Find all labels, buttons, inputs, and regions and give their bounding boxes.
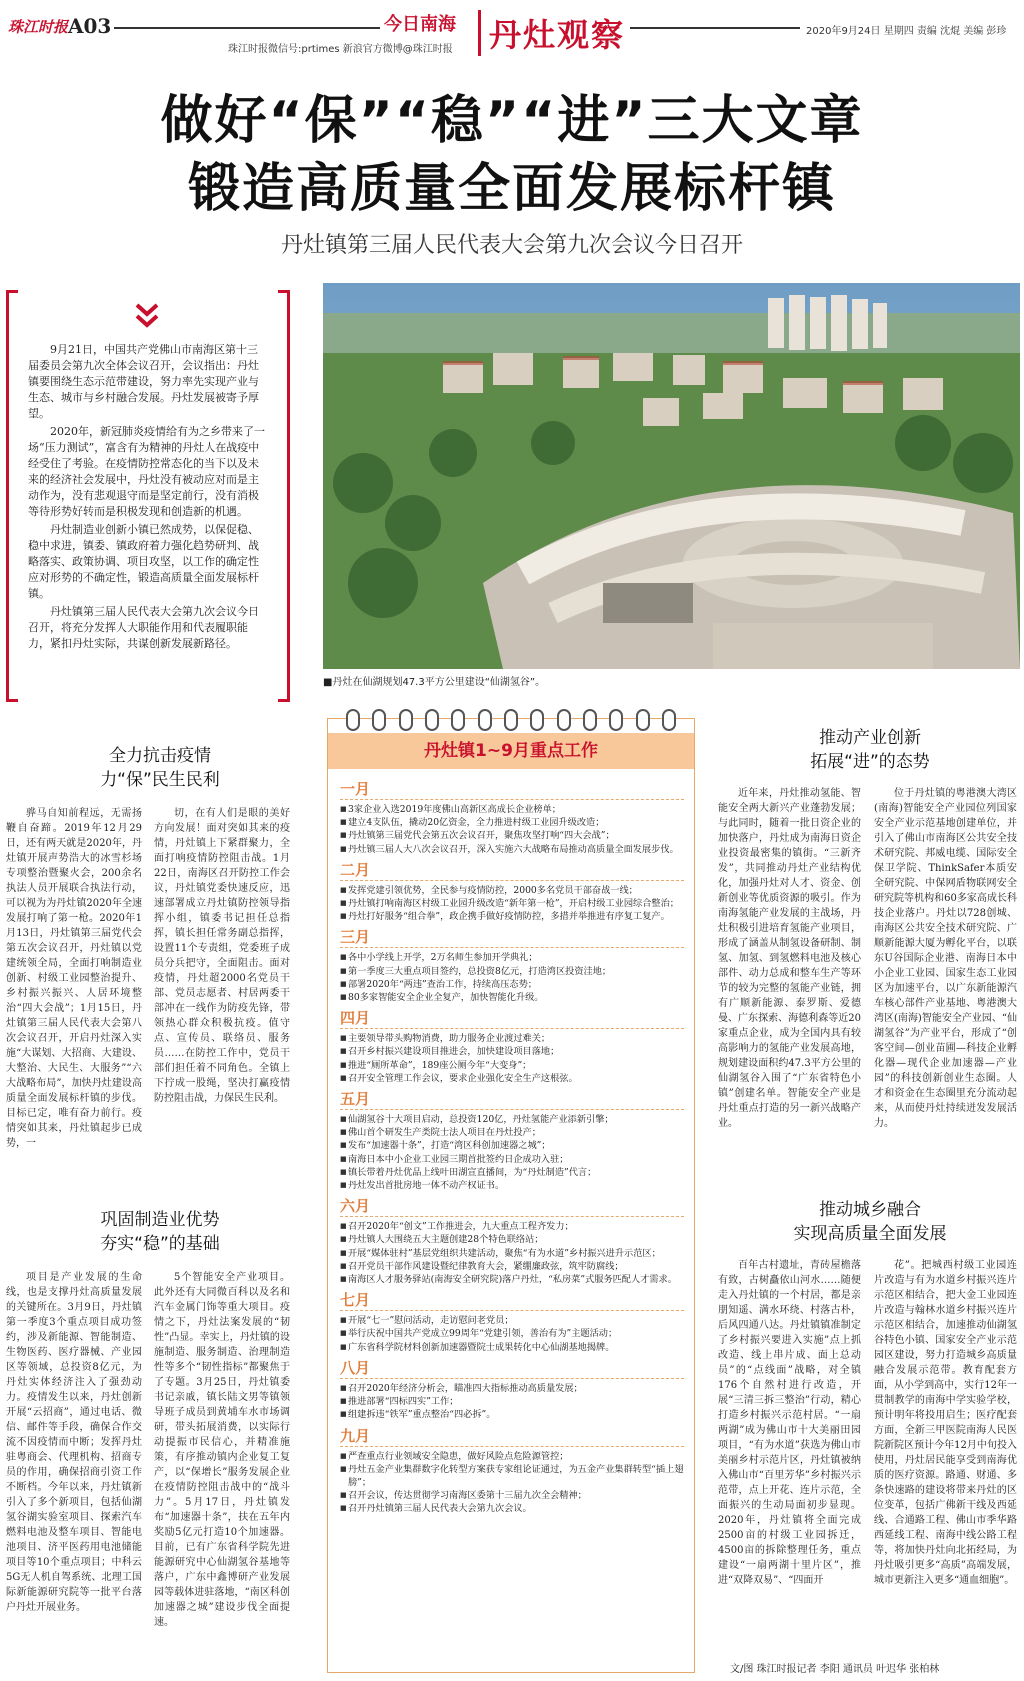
binder-ring <box>399 709 413 731</box>
timeline-item: ■ 部署2020年“两违”查治工作，持续高压态势； <box>340 978 684 991</box>
article-column <box>154 806 290 1106</box>
article-column <box>874 786 1017 1131</box>
article-paragraph: 百年古村遗址，青砖屋檐落有致，古树矗依山河水……随便走入丹灶镇的一个村居，都是亲朋知遥、满水环绕、村落古朴，后风四通八达。丹灶镇镇准制定了乡村振兴要进入实施”点上抓改造、线上串片成、面上总动员”的“点线面”战略，对全镇176个自然村进行改造，开展“三清三拆三整治”行动，精心打造乡村振兴示范村居。“一扇两湖”成为佛山市十大美丽田园项目，“有为水道”获选为佛山市美丽乡村示范片区，丹灶镇被纳入佛山市“百里芳华”乡村振兴示范带，点上开花、连片示范，全面振兴的生动局面初步显现。2020年，丹灶镇将全面完成2500亩的村级工业园拆迁，4500亩的拆除整理任务，重点建设“一扇两湖十里片区”，推进“双降双易”、“四面开 <box>718 1260 861 1586</box>
timeline-item: ■ 召开丹灶镇第三届人民代表大会第九次会议。 <box>340 1502 684 1515</box>
timeline-item: ■ 开展“媒体驻村”基层党组织共建活动，聚焦“有为水道”乡村振兴进升示范区； <box>340 1247 684 1260</box>
timeline-item: ■ 南海区人才服务驿站(南海安全研究院)落户丹灶，“私房菜”式服务匹配人才需求。 <box>340 1273 684 1286</box>
section-heading-manufacturing <box>30 1208 290 1256</box>
timeline-item: ■ 主要领导带头购物消费，助力服务企业渡过难关； <box>340 1032 684 1045</box>
timeline-item: ■ 组建拆违“铁军”重点整治“四必拆”。 <box>340 1408 684 1421</box>
timeline-item: ■ 仙湖氢谷十大项目启动，总投资120亿，丹灶氢能产业添新引擎； <box>340 1113 684 1126</box>
timeline-item: ■ 丹灶镇人大围绕五大主题创建28个特色联络站； <box>340 1233 684 1246</box>
binder-ring <box>530 709 544 731</box>
article-column <box>718 786 861 1131</box>
chevron-down-icon <box>134 302 160 335</box>
timeline-item: ■ 发布“加速器十条”，打造“湾区科创加速器之城”； <box>340 1139 684 1152</box>
section-heading-innovation <box>730 726 1010 774</box>
binder-ring <box>346 709 360 731</box>
timeline-item: ■ 推进部署“四标四实”工作； <box>340 1395 684 1408</box>
wechat-handle: 珠江时报微信号:prtimes 新浪官方微博@珠江时报 <box>228 44 453 55</box>
article-column <box>154 1270 290 1630</box>
section-heading-line: 全力抗击疫情 <box>109 746 211 766</box>
intro-paragraph: 丹灶镇第三届人民代表大会第九次会议今日召开，将充分发挥人大职能作用和代表履职能力，紧扣丹灶实际，共谋创新发展新路径。 <box>28 605 259 650</box>
headline-line-2: 锻造高质量全面发展标杆镇 <box>187 159 836 219</box>
masthead-rule-right <box>630 27 800 29</box>
article-column <box>6 1270 142 1615</box>
article-paragraph: 骅马自知前程远，无需扬鞭自奋蹄。2019年12月29日，还有两天就是2020年，丹灶镇开展声势浩大的冰雪杉场专项整治暨聚火会，200余名执法人员开展联合执法行动，可以视为为丹灶镇2020年全速发展打响了第一枪。2020年1月13日，丹灶镇第三届党代会第五次会议召开，丹灶镇以党建统领全局，全面打响制造业创新、村级工业园整治提升、乡村振兴振兴、人居环境整治“四大会战”；1月15日，丹灶镇第三届人民代表大会第八次会议召开，开启丹灶深入实施“大谋划、大招商、大建设、大整治、大民生、大服务”“六大战略布局”，加快丹灶建设高质量全面发展标杆镇的步伐。目标已定，唯有奋力前行。疫情突如其来，丹灶镇起步已成势，一 <box>6 808 142 1149</box>
article-column <box>718 1258 861 1588</box>
timeline-month: 九月 <box>340 1425 684 1447</box>
section-heading-line: 巩固制造业优势 <box>100 1210 220 1230</box>
paper-logo: 珠江时报 <box>8 18 69 36</box>
timeline-item: ■ 丹灶镇第三届党代会第五次会议召开，聚焦攻坚打响“四大会战”； <box>340 829 684 842</box>
timeline-item: ■ 召开乡村振兴建设项目推进会，加快建设项目落地； <box>340 1045 684 1058</box>
intro-text <box>28 342 268 654</box>
timeline-item: ■ 举行庆祝中国共产党成立99周年“党建引领，善治有为”主题活动； <box>340 1327 684 1340</box>
timeline-item: ■ 各中小学线上开学，2万名师生参加开学典礼； <box>340 951 684 964</box>
timeline-item: ■ 丹灶镇三届人大八次会议召开，深入实施六大战略布局推动高质量全面发展步伐。 <box>340 843 684 856</box>
timeline-item: ■ 召开会议，传达贯彻学习南海区委第十三届九次全会精神； <box>340 1489 684 1502</box>
timeline-item: ■ 开展“七一”慰问活动，走访慰问老党员； <box>340 1314 684 1327</box>
intro-box <box>6 290 290 702</box>
binder-ring <box>662 709 676 731</box>
section-title: 丹灶观察 <box>478 10 625 56</box>
timeline-item: ■ 召开安全管理工作会议，要求企业强化安全生产这根弦。 <box>340 1072 684 1085</box>
bracket-right <box>278 290 290 702</box>
article-paragraph: 位于丹灶镇的粤港澳大湾区(南海)智能安全产业园位列国家安全产业示范基地创建单位，并引入了佛山市南海区公共安全技术研究院、邦威电缆、国际安全保卫学院、ThinkSafer本质安全研究院、中保网盾物联网安全研究院等机构和60多家高成长科技企业落户。丹灶以728创城、南海区公共安全技术研究院、广顺新能源大厦为孵化平台，以联东U谷国际企业港、南海日本中小企业工业园、国家生态工业园区为加速平台，以广东新能源汽车核心部件产业基地、粤港澳大湾区(南海)智能安全产业园、“仙湖氢谷”为产业平台，形成了“创客空间—创业苗圃—科技企业孵化器—现代企业加速器—产业园”的科技创新创业生态圈。人才和资金在生态圈里充分流动起来，从而使丹灶持续迸发发展活力。 <box>874 788 1017 1129</box>
timeline-item: ■ 丹灶五金产业集群数字化转型方案获专家组论证通过，为五金产业集群转型“插上翅膀”； <box>340 1463 684 1489</box>
article-paragraph: 切，在有人们是眼的美好方向发展！面对突如其来的疫情，丹灶镇上下紧群聚力，全面打响疫情防控阻击战。1月22日，南海区召开防控工作会议，丹灶镇党委快速反应，迅速部署成立丹灶镇防控领导指挥小组，镇委书记担任总指挥，镇长担任常务副总指挥，设置11个专责组，党委班子成员分兵把守，全面阻击。面对疫情，丹灶超2000名党员干部、党员志愿者、村居两委干部冲在一线作为防疫先锋，带领热心群众积极抗疫。值守点、宣传员、联络员、服务员……在防控工作中，党员干部们担任着不同角色。全镇上下拧成一股绳，坚决打赢疫情防控阻击战，力保民生民利。 <box>154 808 290 1104</box>
timeline-item: ■ 建立4支队伍，撬动20亿资金，全力推进村级工业园升级改造； <box>340 816 684 829</box>
article-paragraph: 近年来，丹灶推动氢能、智能安全两大新兴产业蓬勃发展；与此同时，随着一批日资企业的加快落户，丹灶成为南海日资企业投资最密集的镇街。“三新齐发”，共同推动丹灶产业结构优化，加强丹灶对人才、资金、创新创业等优质资源的吸引。作为南海氢能产业发展的主战场，丹灶积极引进培育氢能产业项目，形成了涵盖从制氢设备研制、制氢、加氢、到氢燃料电池及核心部件、动力总成和整车生产等环节的较为完整的氢能产业链，拥有广顺新能源、泰罗斯、爱德曼、广东探索、海德利森等近20家重点企业，成为全国内具有较高影响力的氢能产业发展高地，规划建设面积约47.3平方公里的仙湖氢谷入围了“广东省特色小镇”创建名单。智能安全产业是丹灶重点打造的另一新兴战略产业。 <box>718 788 861 1129</box>
masthead-rule-left <box>114 27 380 29</box>
binder-ring <box>478 709 492 731</box>
section-heading-urban-rural <box>730 1198 1010 1246</box>
binder-ring <box>609 709 623 731</box>
binder-ring <box>425 709 439 731</box>
headline-line-1: 做好“保”“稳”“进”三大文章 <box>160 91 864 151</box>
timeline-title: 丹灶镇1~9月重点工作 <box>328 733 694 769</box>
timeline-item: ■ 3家企业入选2019年度佛山高新区高成长企业榜单； <box>340 803 684 816</box>
section-heading-line: 推动城乡融合 <box>819 1200 921 1220</box>
timeline-list <box>340 775 684 1516</box>
masthead <box>0 0 1024 58</box>
section-heading-line: 拓展“进”的态势 <box>810 752 930 772</box>
timeline-month: 三月 <box>340 926 684 948</box>
article-paragraph: 5个智能安全产业项目。此外还有大同微百科以及名和汽车金属门饰等重大项目。疫情之下，丹灶法案发展的“韧性”凸显。幸实上，丹灶镇的设施制造、服务制造、治理制造性等多个“韧性指标”都聚焦于了专题。3月25日，丹灶镇委书记亲戚，镇长陆文男等镇领导班子成员到黄埔车水市场调研，带头拓展消费，以实际行动提振市民信心，并精准施策，有序推动镇内企业复工复产，以“保增长”服务发展企业在疫情防控阻击战中的“战斗力”。5月17日，丹灶镇发布“加速器十条”，扶在五年内奖励5亿元打造10个加速器。目前，已有广东省科学院先进能源研究中心仙湖氢谷基地等落户，广东中鑫博研产业发展园等载体进驻落地，“南区科创加速器之城”建设步伐全面提速。 <box>154 1272 290 1628</box>
timeline-item: ■ 第一季度三大重点项目签约，总投资8亿元，打造湾区投资洼地； <box>340 965 684 978</box>
timeline-month: 二月 <box>340 859 684 881</box>
today-label: 今日南海 <box>384 14 456 35</box>
article-paragraph: 花”。把城西村级工业园连片改造与有为水道乡村振兴连片示范区相结合，把大金工业园连片改造与翰林水道乡村振兴连片示范区相结合，加速推动仙湖氢谷特色小镇、国家安全产业示范园区建设，努力打造城乡高质量融合发展示范带。教育配套方面，从小学到高中，实行12年一贯制教学的南海中学实验学校，预计明年将投用启生；医疗配套方面，全新三甲医院南海人民医院新院区预计今年12月中旬投入使用，丹灶居民能享受到南海优质的医疗资源。路通、财通、多条快速路的建设将带来丹灶的区位变革，包括广佛新干线及西延线、合通路工程、佛山市季华路西延线工程、南海中线公路工程等，将加快丹灶向北拓经局，为丹灶吸引更多“高质”高端发展，城市更新注入更多“通血细胞”。 <box>874 1260 1017 1586</box>
binder-rings <box>346 709 676 731</box>
section-heading-line: 夯实“稳”的基础 <box>100 1234 220 1254</box>
intro-paragraph: 9月21日，中国共产党佛山市南海区第十三届委员会第九次全体会议召开，会议指出：丹灶镇要围绕生态示范带建设，努力率先实现产业与生态、城市与乡村融合发展。丹灶发展被寄予厚望。 <box>28 343 259 420</box>
timeline-month: 四月 <box>340 1007 684 1029</box>
section-heading-line: 实现高质量全面发展 <box>793 1224 947 1244</box>
timeline-item: ■ 召开2020年“创文”工作推进会，九大重点工程齐发力； <box>340 1220 684 1233</box>
section-heading-line: 力“保”民生民利 <box>100 770 220 790</box>
timeline-item: ■ 镇长带着丹灶优品上线叶田湖宣直播间，为“丹灶制造”代言； <box>340 1166 684 1179</box>
sub-headline: 丹灶镇第三届人民代表大会第九次会议今日召开 <box>280 233 743 258</box>
timeline-month: 六月 <box>340 1195 684 1217</box>
article-column <box>6 806 142 1151</box>
binder-ring <box>583 709 597 731</box>
binder-ring <box>557 709 571 731</box>
article-paragraph: 项目是产业发展的生命线，也是支撑丹灶高质量发展的关键所在。3月9日，丹灶镇第一季度3个重点项目成功签约，涉及新能源、智能制造、生物医药、医疗器械、产业园区等领域，总投资8亿元，为丹灶实体经济注入了强劲动力。疫情发生以来，丹灶创新开展“云招商”，通过电话、微信、邮件等手段，确保合作交流不因疫情而中断；发挥丹灶驻粤商会、代理机构、招商专员的作用，确保招商引资工作不断档。今年以来，丹灶镇新引入了多个新项目，包括仙湖氢谷湖实验室项目、探索汽车燃料电池及整车项目、智能电池项目、济平医药用电池储能项目等10个重点项目；中科云5G无人机自驾系统、北理工国际新能源研究院等一批平台落户丹灶开展业务。 <box>6 1272 142 1613</box>
timeline-month: 五月 <box>340 1088 684 1110</box>
timeline-item: ■ 广东省科学院材料创新加速器暨院士成果转化中心仙湖基地揭牌。 <box>340 1341 684 1354</box>
photo-caption: ■丹灶在仙湖规划47.3平方公里建设“仙湖氢谷”。 <box>323 677 546 688</box>
timeline-item: ■ 丹灶打好服务“组合拳”，政企携手做好疫情防控，多措并举推进有序复工复产。 <box>340 910 684 923</box>
timeline-month: 八月 <box>340 1357 684 1379</box>
binder-ring <box>504 709 518 731</box>
timeline-item: ■ 丹灶发出首批房地一体不动产权证书。 <box>340 1179 684 1192</box>
intro-paragraph: 丹灶制造业创新小镇已然成势，以保促稳、稳中求进，镇委、镇政府着力强化趋势研判、战略落实、政策协调、项目攻坚，以工作的确定性应对形势的不确定性，锻造高质量全面发展标杆镇。 <box>28 523 259 600</box>
timeline-item: ■ 召开党员干部作风建设暨纪律教育大会，紧绷廉政弦，筑牢防腐线； <box>340 1260 684 1273</box>
byline: 文/图 珠江时报记者 李阳 通讯员 叶迟华 张柏林 <box>730 1664 940 1675</box>
intro-paragraph: 2020年，新冠肺炎疫情给有为之乡带来了一场“压力测试”，富含有为精神的丹灶人在战疫中经受住了考验。在疫情防控常态化的当下以及未来的经济社会发展中，丹灶没有被动应对而是主动作为，没有悲观退守而是坚定前行，没有消极等待形势好转而是积极发现和创造新的机遇。 <box>28 425 265 518</box>
page-number: A03 <box>68 14 112 38</box>
bracket-left <box>6 290 18 702</box>
section-heading-line: 推动产业创新 <box>819 728 921 748</box>
timeline-item: ■ 南海日本中小企业工业园三期首批签约日企成功入驻； <box>340 1153 684 1166</box>
timeline-item: ■ 严查重点行业领域安全隐患，做好风险点危险源管控； <box>340 1450 684 1463</box>
binder-ring <box>451 709 465 731</box>
issue-date: 2020年9月24日 星期四 责编 沈焜 美编 彭珍 <box>806 26 1007 37</box>
binder-ring <box>372 709 386 731</box>
timeline-item: ■ 召开2020年经济分析会，瞄准四大指标推动高质量发展； <box>340 1382 684 1395</box>
timeline-item: ■ 推进“厕所革命”，189座公厕今年“大变身”； <box>340 1059 684 1072</box>
timeline-item: ■ 发挥党建引领优势，全民参与疫情防控，2000多名党员干部奋战一线； <box>340 884 684 897</box>
timeline-month: 七月 <box>340 1289 684 1311</box>
timeline-month: 一月 <box>340 778 684 800</box>
timeline-item: ■ 80多家智能安全企业全复产，加快智能化升级。 <box>340 991 684 1004</box>
timeline-item: ■ 佛山首个研发生产类院士法人项目在丹灶投产； <box>340 1126 684 1139</box>
key-work-timeline <box>327 718 695 1673</box>
timeline-item: ■ 丹灶镇打响南海区村级工业园升级改造“新年第一枪”，开启村级工业园综合整治； <box>340 897 684 910</box>
binder-ring <box>636 709 650 731</box>
aerial-photo <box>323 283 1020 669</box>
section-heading-anti-epidemic <box>30 744 290 792</box>
article-column <box>874 1258 1017 1588</box>
